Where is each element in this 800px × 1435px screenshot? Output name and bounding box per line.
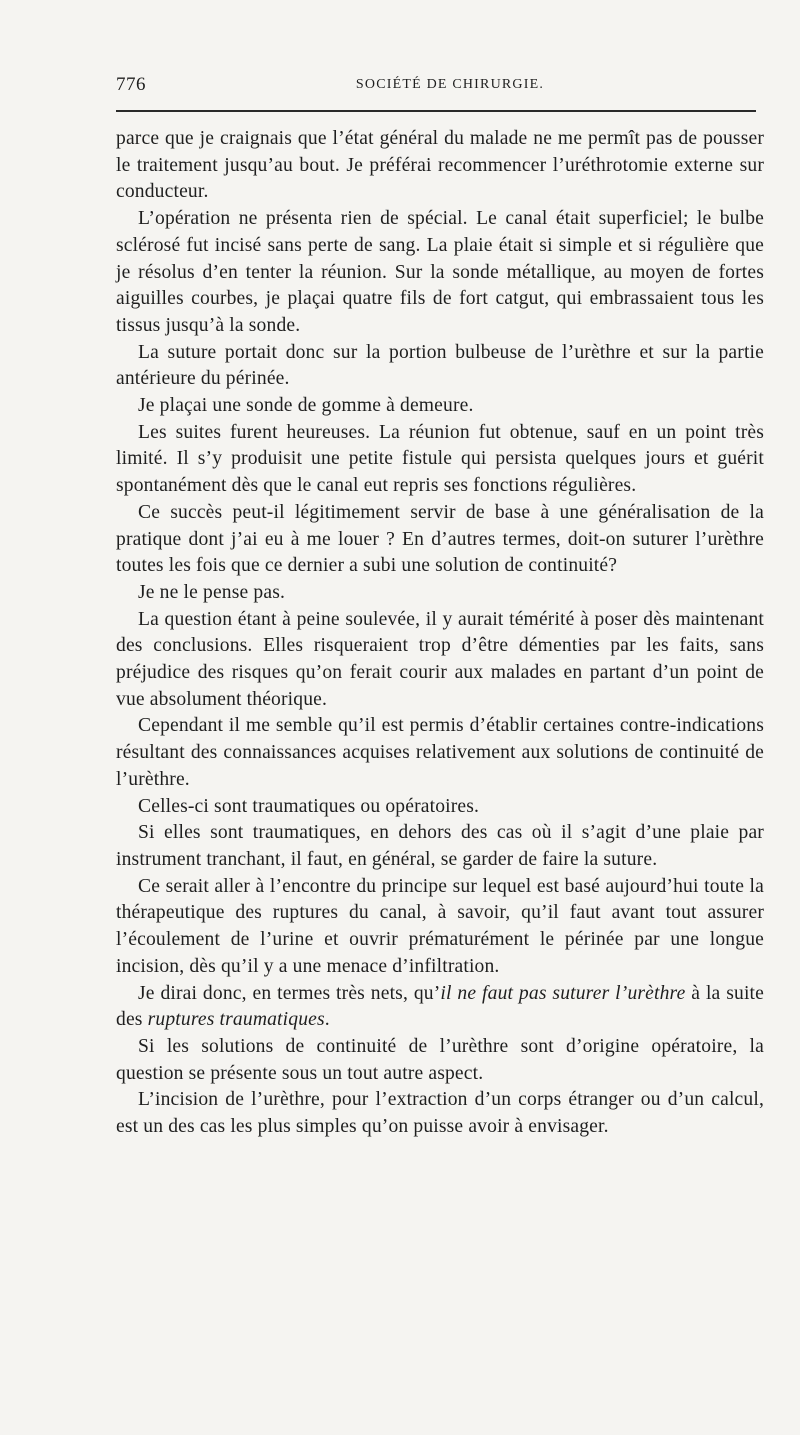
page-header [116,74,756,100]
text-run: à la suite des [116,982,764,1031]
text-run: Je dirai donc, en termes très nets, qu’ [138,982,441,1004]
text-run: . [324,1009,330,1031]
paragraph: Si elles sont traumatiques, en dehors des cas où il s’agit d’une plaie par instrument tranchant, il faut, en général, se garder de faire la suture. [116,822,764,870]
italic-run: il ne faut pas suturer l’urèthre [440,982,686,1004]
paragraph: La question étant à peine soulevée, il y aurait témérité à poser dès maintenant des conclusions. Elles risqueraient trop d’être démenties par les faits, sans préjudice des risques qu’on ferait courir aux malades en partant d’un point de vue absolument théorique. [116,608,764,710]
paragraph: Celles-ci sont traumatiques ou opératoires. [138,795,480,817]
paragraph: Cependant il me semble qu’il est permis d’établir certaines contre-indications résultant des connaissances acquises relativement aux solutions de continuité de l’urèthre. [116,715,764,790]
paragraph-conclusion [116,981,764,1034]
paragraph: L’incision de l’urèthre, pour l’extraction d’un corps étranger ou d’un calcul, est un des cas les plus simples qu’on puisse avoir à envisager. [116,1089,764,1138]
paragraph: Les suites furent heureuses. La réunion fut obtenue, sauf en un point très limité. Il s’y produisit une petite fistule qui persista quelques jours et guérit spontanément dès que le canal eut repris ses fonctions régulières. [116,421,764,497]
header-rule [116,110,756,112]
running-head: SOCIÉTÉ DE CHIRURGIE. [355,77,545,92]
paragraph: L’opération ne présenta rien de spécial. Le canal était superficiel; le bulbe sclérosé fut incisé sans perte de sang. La plaie était si simple et si régulière que je résolus d’en tenter la réunion. Sur la sonde métallique, au moyen de fortes aiguilles courbes, je plaçai quatre fils de fort catgut, qui embrassaient tous les tissus jusqu’à la sonde. [116,208,764,336]
paragraph: La suture portait donc sur la portion bulbeuse de l’urèthre et sur la partie antérieure du périnée. [116,341,764,390]
paragraph: Je plaçai une sonde de gomme à demeure. [138,395,474,417]
italic-run: ruptures traumatiques [147,1009,325,1031]
body-text [116,126,764,1141]
paragraph: parce que je craignais que l’état général du malade ne me permît pas de pousser le traitement jusqu’au bout. Je préférai recommencer l’uréthrotomie externe sur conducteur. [116,128,764,203]
page-number: 776 [116,74,146,95]
paragraph: Je ne le pense pas. [138,581,286,603]
paragraph: Ce serait aller à l’encontre du principe sur lequel est basé aujourd’hui toute la thérapeutique des ruptures du canal, à savoir, qu’il faut avant tout assurer l’écoulement de l’urine et ouvrir prématurément le périnée par une longue incision, dès qu’il y a une menace d’infiltration. [116,875,764,977]
paragraph: Si les solutions de continuité de l’urèthre sont d’origine opératoire, la question se présente sous un tout autre aspect. [116,1035,764,1084]
paragraph: Ce succès peut-il légitimement servir de base à une généralisation de la pratique dont j’ai eu à me louer ? En d’autres termes, doit-on suturer l’urèthre toutes les fois que ce dernier a subi une solution de continuité? [116,501,764,577]
